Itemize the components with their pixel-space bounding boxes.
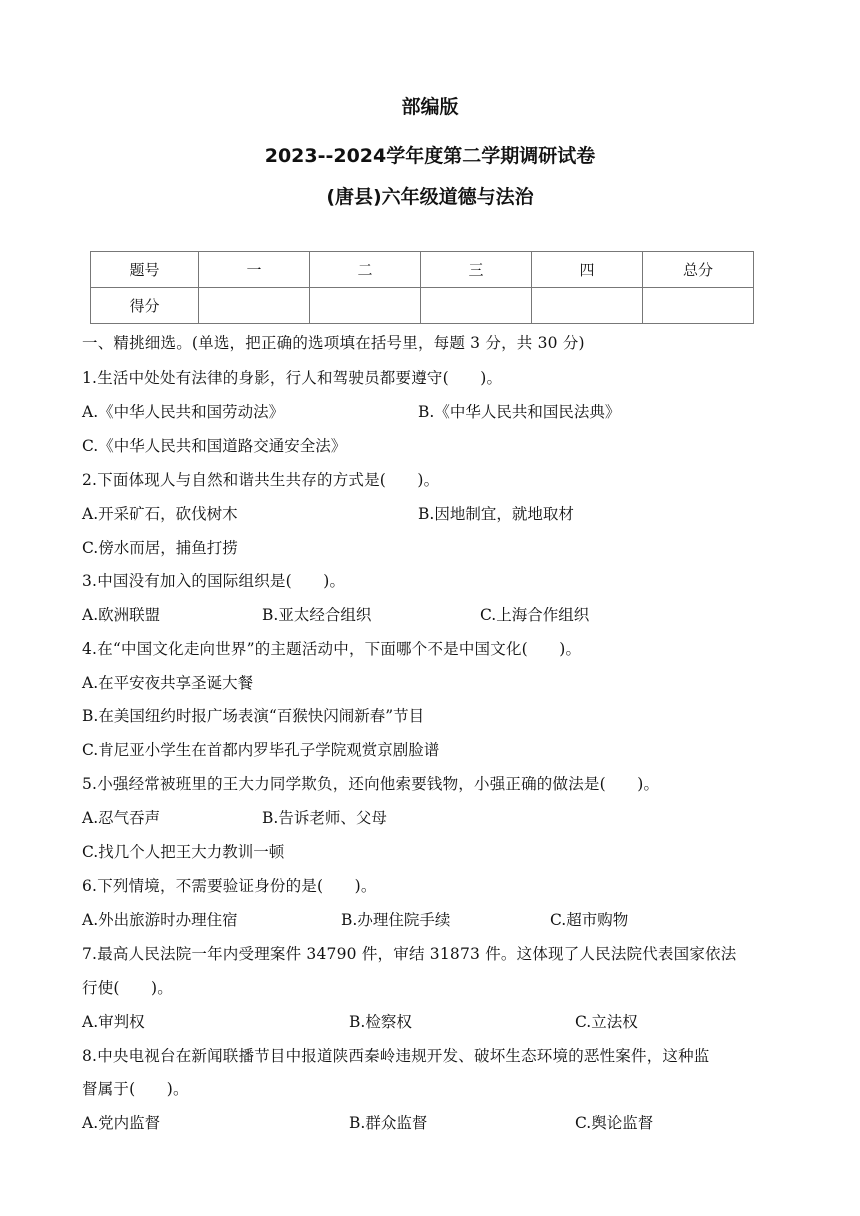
option-c: C.上海合作组织 bbox=[480, 606, 590, 624]
score-cell: 四 bbox=[532, 252, 643, 288]
option-a: A.在平安夜共享圣诞大餐 bbox=[82, 674, 254, 692]
score-input-cell[interactable] bbox=[532, 288, 643, 324]
section-heading: 一、精挑细选。(单选，把正确的选项填在括号里，每题 3 分，共 30 分) bbox=[82, 334, 585, 352]
option-b: B.检察权 bbox=[349, 1013, 412, 1031]
option-c: C.立法权 bbox=[575, 1013, 638, 1031]
option-a: A.审判权 bbox=[82, 1013, 145, 1031]
question-stem: 4.在“中国文化走向世界”的主题活动中，下面哪个不是中国文化( )。 bbox=[82, 640, 582, 658]
option-b: B.在美国纽约时报广场表演“百猴快闪闹新春”节目 bbox=[82, 707, 425, 725]
option-b: B.群众监督 bbox=[349, 1114, 428, 1132]
option-b: B.《中华人民共和国民法典》 bbox=[418, 403, 621, 421]
option-c: C.舆论监督 bbox=[575, 1114, 654, 1132]
option-a: A.开采矿石，砍伐树木 bbox=[82, 505, 238, 523]
exam-subject-title: (唐县)六年级道德与法治 bbox=[326, 186, 534, 208]
score-table-score-row bbox=[91, 288, 754, 324]
option-c: C.超市购物 bbox=[550, 911, 629, 929]
score-input-cell[interactable] bbox=[199, 288, 310, 324]
option-a: A.《中华人民共和国劳动法》 bbox=[82, 403, 285, 421]
option-c: C.肯尼亚小学生在首都内罗毕孔子学院观赏京剧脸谱 bbox=[82, 741, 440, 759]
option-a: A.党内监督 bbox=[82, 1114, 161, 1132]
score-cell: 得分 bbox=[91, 288, 199, 324]
option-b: B.办理住院手续 bbox=[341, 911, 451, 929]
exam-term-title: 2023--2024学年度第二学期调研试卷 bbox=[264, 145, 596, 167]
score-cell: 三 bbox=[421, 252, 532, 288]
option-a: A.欧洲联盟 bbox=[82, 606, 161, 624]
exam-edition: 部编版 bbox=[401, 96, 459, 118]
option-b: B.告诉老师、父母 bbox=[262, 809, 387, 827]
option-c: C.找几个人把王大力教训一顿 bbox=[82, 843, 285, 861]
score-cell: 一 bbox=[199, 252, 310, 288]
score-input-cell[interactable] bbox=[643, 288, 754, 324]
score-cell: 二 bbox=[310, 252, 421, 288]
question-stem: 5.小强经常被班里的王大力同学欺负，还向他索要钱物，小强正确的做法是( )。 bbox=[82, 775, 660, 793]
score-table bbox=[90, 251, 754, 324]
option-b: B.因地制宜，就地取材 bbox=[418, 505, 574, 523]
score-cell: 题号 bbox=[91, 252, 199, 288]
question-stem-continued: 督属于( )。 bbox=[82, 1080, 189, 1098]
question-stem: 1.生活中处处有法律的身影，行人和驾驶员都要遵守( )。 bbox=[82, 369, 503, 387]
score-cell: 总分 bbox=[643, 252, 754, 288]
question-stem: 7.最高人民法院一年内受理案件 34790 件，审结 31873 件。这体现了人民法院代表国家依法 bbox=[82, 945, 737, 963]
option-c: C.《中华人民共和国道路交通安全法》 bbox=[82, 437, 347, 455]
question-stem: 3.中国没有加入的国际组织是( )。 bbox=[82, 572, 346, 590]
option-c: C.傍水而居，捕鱼打捞 bbox=[82, 539, 238, 557]
score-input-cell[interactable] bbox=[310, 288, 421, 324]
option-a: A.忍气吞声 bbox=[82, 809, 161, 827]
question-stem: 2.下面体现人与自然和谐共生共存的方式是( )。 bbox=[82, 471, 440, 489]
score-input-cell[interactable] bbox=[421, 288, 532, 324]
question-stem: 8.中央电视台在新闻联播节目中报道陕西秦岭违规开发、破坏生态环境的恶性案件，这种监 bbox=[82, 1047, 710, 1065]
question-stem-continued: 行使( )。 bbox=[82, 979, 173, 997]
option-b: B.亚太经合组织 bbox=[262, 606, 372, 624]
question-stem: 6.下列情境，不需要验证身份的是( )。 bbox=[82, 877, 377, 895]
option-a: A.外出旅游时办理住宿 bbox=[82, 911, 238, 929]
score-table-header-row bbox=[91, 252, 754, 288]
